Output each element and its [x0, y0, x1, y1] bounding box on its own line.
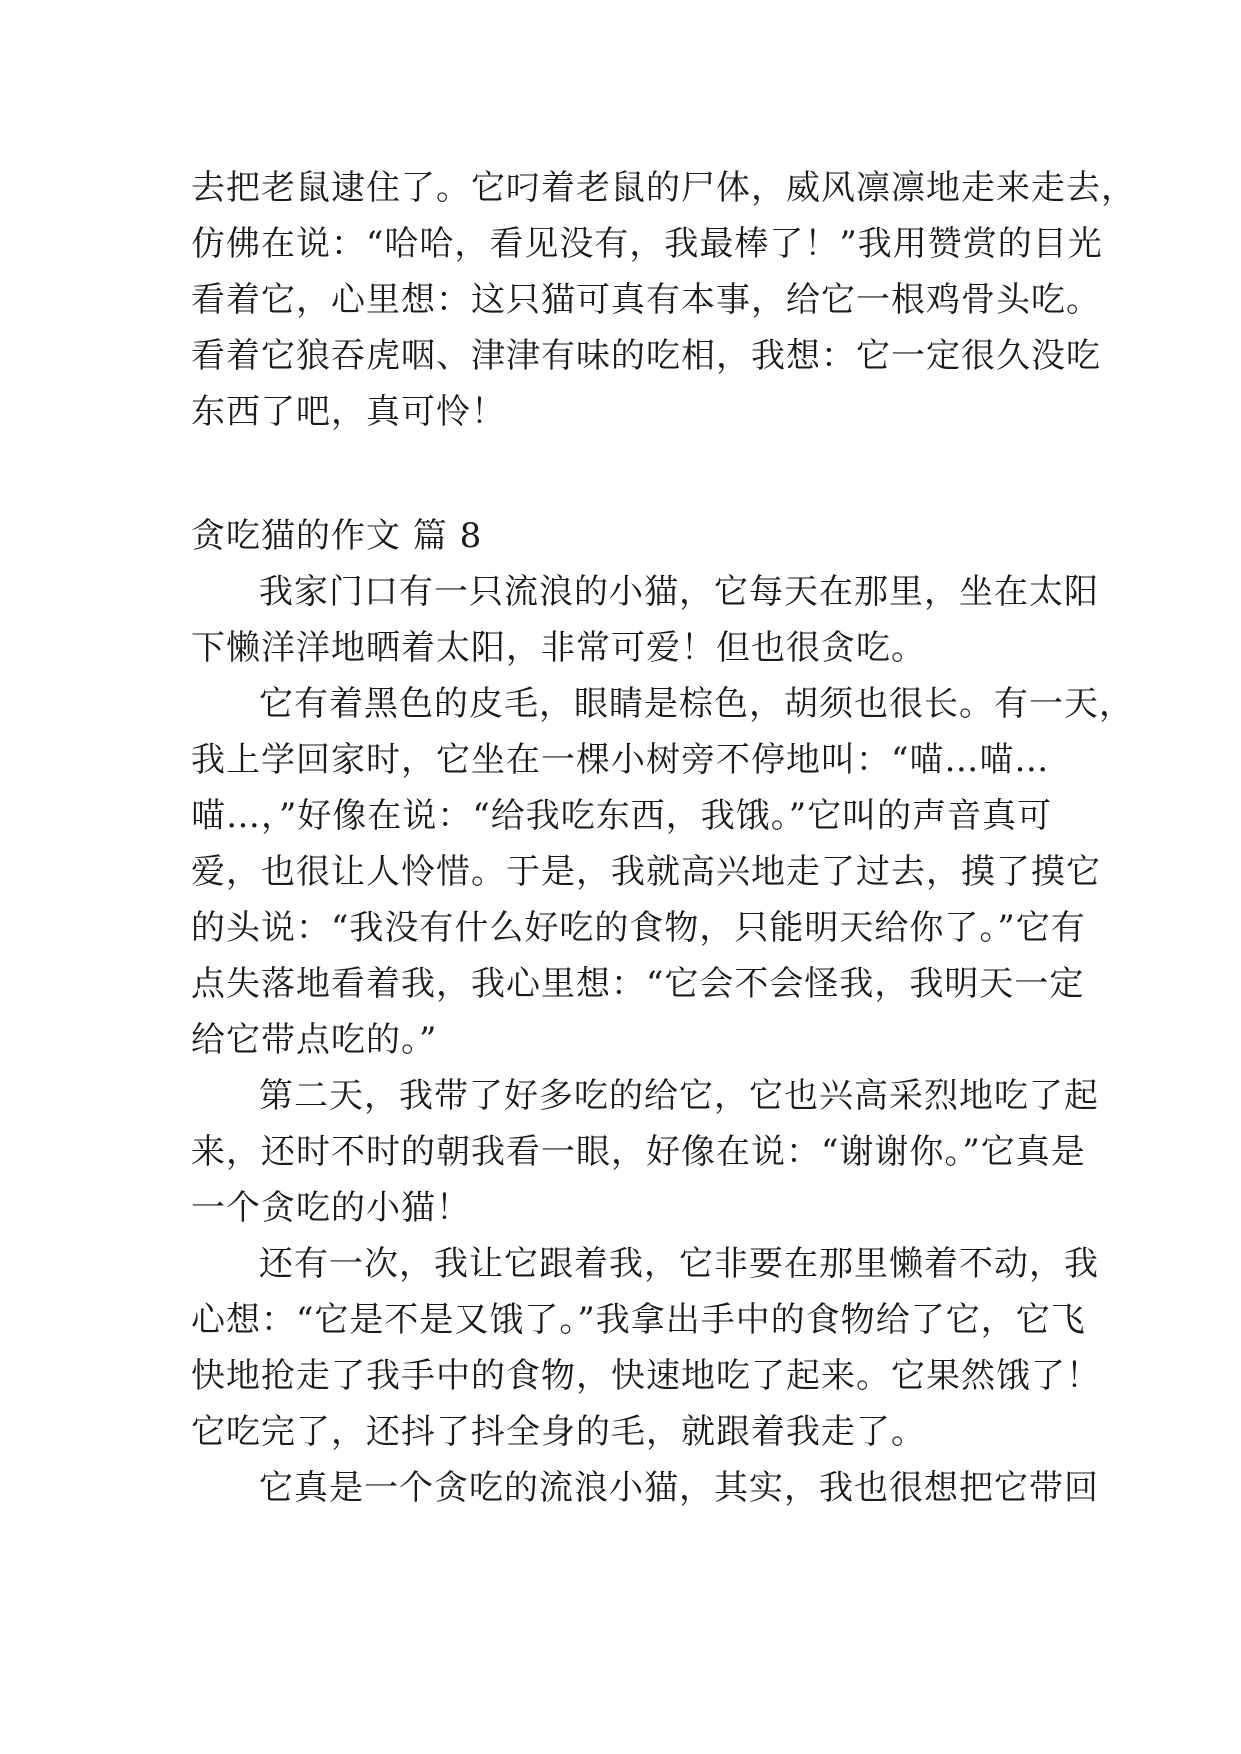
text-line: 下懒洋洋地晒着太阳，非常可爱！但也很贪吃。 — [191, 628, 926, 668]
text-line: 看着它，心里想：这只猫可真有本事，给它一根鸡骨头吃。 — [191, 280, 1101, 320]
text-line: 第二天，我带了好多吃的给它，它也兴高采烈地吃了起 — [259, 1076, 1099, 1116]
text-line: 还有一次，我让它跟着我，它非要在那里懒着不动，我 — [259, 1244, 1099, 1284]
text-line: 心想：“它是不是又饿了。”我拿出手中的食物给了它，它飞 — [191, 1300, 1086, 1340]
text-line: 给它带点吃的。” — [191, 1020, 438, 1060]
text-line: 它吃完了，还抖了抖全身的毛，就跟着我走了。 — [191, 1412, 926, 1452]
text-line: 我家门口有一只流浪的小猫，它每天在那里，坐在太阳 — [259, 572, 1099, 612]
text-line: 点失落地看着我，我心里想：“它会不会怪我，我明天一定 — [191, 964, 1085, 1004]
text-line: 来，还时不时的朝我看一眼，好像在说：“谢谢你。”它真是 — [191, 1132, 1086, 1172]
section-title: 贪吃猫的作文 篇 8 — [191, 516, 483, 556]
text-line: 喵…，”好像在说：“给我吃东西，我饿。”它叫的声音真可 — [191, 796, 1053, 836]
text-line: 东西了吧，真可怜！ — [191, 392, 506, 432]
text-line: 的头说：“我没有什么好吃的食物，只能明天给你了。”它有 — [191, 908, 1086, 948]
text-line: 它真是一个贪吃的流浪小猫，其实，我也很想把它带回 — [259, 1468, 1099, 1508]
text-line: 仿佛在说：“哈哈，看见没有，我最棒了！”我用赞赏的目光 — [191, 224, 1103, 264]
text-line: 爱，也很让人怜惜。于是，我就高兴地走了过去，摸了摸它 — [191, 852, 1101, 892]
text-line: 看着它狼吞虎咽、津津有味的吃相，我想：它一定很久没吃 — [191, 336, 1101, 376]
text-line: 我上学回家时，它坐在一棵小树旁不停地叫：“喵…喵… — [191, 740, 1050, 780]
text-line: 去把老鼠逮住了。它叼着老鼠的尸体，威风凛凛地走来走去， — [191, 168, 1136, 208]
text-line: 一个贪吃的小猫！ — [191, 1188, 471, 1228]
text-line: 它有着黑色的皮毛，眼睛是棕色，胡须也很长。有一天， — [259, 684, 1134, 724]
text-line: 快地抢走了我手中的食物，快速地吃了起来。它果然饿了！ — [191, 1356, 1101, 1396]
